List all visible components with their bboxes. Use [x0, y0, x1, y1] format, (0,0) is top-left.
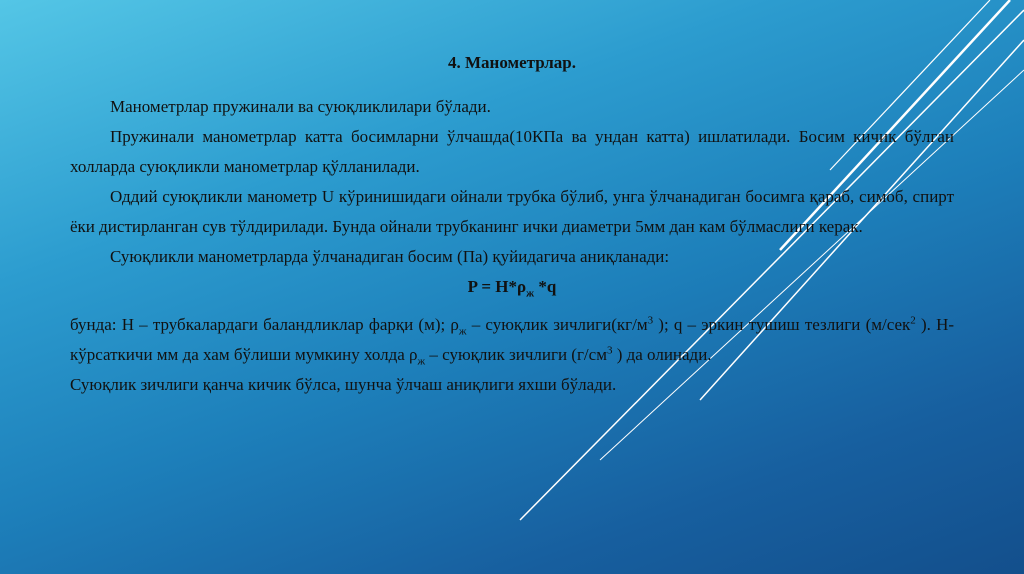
- paragraph-spring-manometers: Пружинали манометрлар катта босимларни ўлчашда(10КПа ва ундан катта) ишлатилади. Босим кичик бўлган холларда суюқликли манометрлар қўлланилади.: [70, 127, 954, 176]
- slide-content: [70, 48, 954, 400]
- paragraph-conclusion: Суюқлик зичлиги қанча кичик бўлса, шунча ўлчаш аниқлиги яхши бўлади.: [70, 375, 617, 394]
- explanation-part5: – суюқлик зичлиги (г/см: [425, 345, 607, 364]
- explanation-sup1: 3: [647, 314, 654, 327]
- explanation-sub1: ж: [458, 325, 467, 338]
- explanation-part1: бунда: Н – трубкалардаги баландликлар фарқи (м); ρ: [70, 315, 459, 334]
- pressure-formula: [70, 272, 954, 302]
- formula-lhs: P = H*ρ: [467, 277, 527, 296]
- paragraph-u-tube: Оддий суюқликли манометр U кўринишидаги ойнали трубка бўлиб, унга ўлчанадиган босимга қараб, симоб, спирт ёки дистирланган сув тўлдирилади. Бунда ойнали трубканинг ички диаметри 5мм дан кам бўлмаслиги керак.: [70, 187, 954, 236]
- paragraph-pressure-definition: Суюқликли манометрларда ўлчанадиган босим (Па) қуйидагича аниқланади:: [110, 247, 670, 266]
- explanation-part2: – суюқлик зичлиги(кг/м: [466, 315, 648, 334]
- explanation-part3: ); q – эркин тушиш тезлиги (м/сек: [653, 315, 911, 334]
- paragraph-types: Манометрлар пружинали ва суюқликлилари бўлади.: [110, 97, 491, 116]
- explanation-part4: ). Н-кўрсаткичи мм да хам бўлиши мумкину холда ρ: [70, 315, 955, 364]
- formula-explanation: [70, 310, 954, 370]
- slide-title: 4. Манометрлар.: [448, 53, 576, 72]
- explanation-part6: ) да олинади.: [612, 345, 712, 364]
- formula-rhs: *q: [534, 277, 557, 296]
- explanation-sub2: ж: [417, 355, 426, 368]
- explanation-sup2: 2: [910, 314, 916, 327]
- explanation-sup3: 3: [606, 344, 613, 357]
- formula-subscript: ж: [526, 287, 535, 300]
